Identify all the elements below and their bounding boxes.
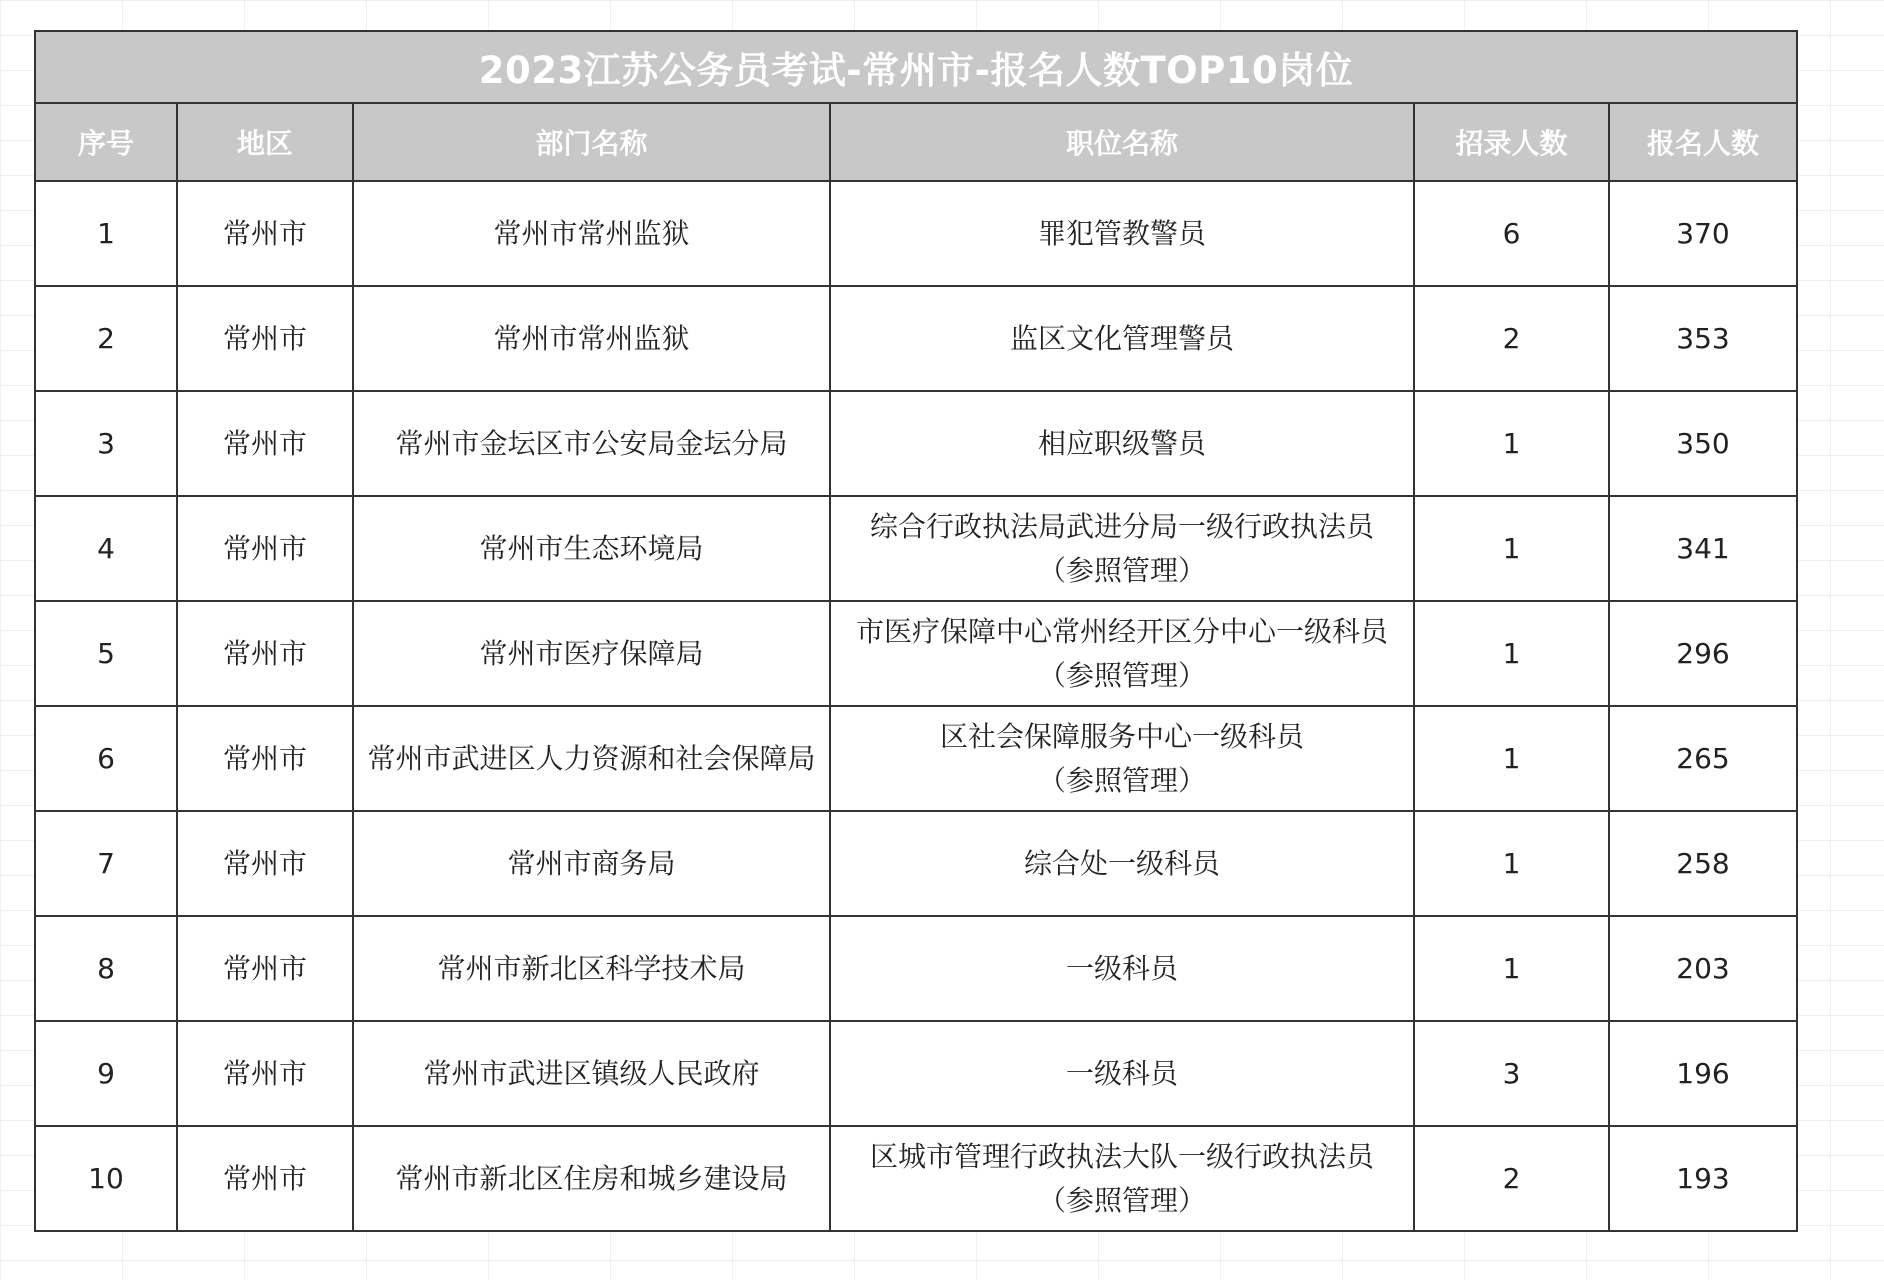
table-row	[36, 496, 1796, 601]
table-title: 2023江苏公务员考试-常州市-报名人数TOP10岗位	[36, 32, 1796, 104]
cell-quota: 1	[1414, 391, 1609, 496]
header-index: 序号	[36, 104, 177, 181]
header-area: 地区	[177, 104, 353, 181]
cell-position: 综合行政执法局武进分局一级行政执法员 （参照管理）	[830, 496, 1414, 601]
cell-area: 常州市	[177, 601, 353, 706]
cell-area: 常州市	[177, 391, 353, 496]
cell-department: 常州市商务局	[353, 811, 830, 916]
cell-department: 常州市常州监狱	[353, 286, 830, 391]
table-row	[36, 181, 1796, 286]
cell-quota: 1	[1414, 811, 1609, 916]
cell-quota: 3	[1414, 1021, 1609, 1126]
cell-department: 常州市新北区科学技术局	[353, 916, 830, 1021]
cell-position: 罪犯管教警员	[830, 181, 1414, 286]
cell-applicants: 203	[1609, 916, 1796, 1021]
cell-index: 10	[36, 1126, 177, 1230]
header-department: 部门名称	[353, 104, 830, 181]
cell-quota: 6	[1414, 181, 1609, 286]
header-row	[36, 104, 1796, 181]
table-row	[36, 706, 1796, 811]
cell-index: 8	[36, 916, 177, 1021]
cell-applicants: 353	[1609, 286, 1796, 391]
cell-area: 常州市	[177, 706, 353, 811]
cell-area: 常州市	[177, 1126, 353, 1230]
cell-applicants: 341	[1609, 496, 1796, 601]
cell-department: 常州市生态环境局	[353, 496, 830, 601]
cell-index: 2	[36, 286, 177, 391]
table-row	[36, 286, 1796, 391]
cell-index: 9	[36, 1021, 177, 1126]
cell-position: 区社会保障服务中心一级科员 （参照管理）	[830, 706, 1414, 811]
cell-position: 综合处一级科员	[830, 811, 1414, 916]
cell-position: 一级科员	[830, 916, 1414, 1021]
cell-department: 常州市新北区住房和城乡建设局	[353, 1126, 830, 1230]
cell-position: 相应职级警员	[830, 391, 1414, 496]
cell-position: 一级科员	[830, 1021, 1414, 1126]
table-row	[36, 1021, 1796, 1126]
cell-department: 常州市常州监狱	[353, 181, 830, 286]
cell-area: 常州市	[177, 811, 353, 916]
cell-area: 常州市	[177, 181, 353, 286]
cell-position: 市医疗保障中心常州经开区分中心一级科员 （参照管理）	[830, 601, 1414, 706]
table-row	[36, 391, 1796, 496]
cell-quota: 1	[1414, 496, 1609, 601]
cell-department: 常州市医疗保障局	[353, 601, 830, 706]
cell-applicants: 350	[1609, 391, 1796, 496]
cell-area: 常州市	[177, 496, 353, 601]
cell-index: 6	[36, 706, 177, 811]
cell-index: 3	[36, 391, 177, 496]
cell-applicants: 193	[1609, 1126, 1796, 1230]
table-row	[36, 601, 1796, 706]
cell-quota: 1	[1414, 916, 1609, 1021]
header-quota: 招录人数	[1414, 104, 1609, 181]
table-row	[36, 916, 1796, 1021]
header-position: 职位名称	[830, 104, 1414, 181]
cell-department: 常州市武进区镇级人民政府	[353, 1021, 830, 1126]
table-row	[36, 811, 1796, 916]
cell-area: 常州市	[177, 286, 353, 391]
cell-applicants: 258	[1609, 811, 1796, 916]
cell-quota: 2	[1414, 286, 1609, 391]
cell-area: 常州市	[177, 916, 353, 1021]
cell-position: 区城市管理行政执法大队一级行政执法员 （参照管理）	[830, 1126, 1414, 1230]
ranking-table	[36, 104, 1796, 1230]
cell-department: 常州市武进区人力资源和社会保障局	[353, 706, 830, 811]
cell-quota: 1	[1414, 601, 1609, 706]
cell-area: 常州市	[177, 1021, 353, 1126]
cell-applicants: 265	[1609, 706, 1796, 811]
cell-applicants: 196	[1609, 1021, 1796, 1126]
table-row	[36, 1126, 1796, 1230]
ranking-table-container	[34, 30, 1798, 1232]
cell-quota: 1	[1414, 706, 1609, 811]
cell-position: 监区文化管理警员	[830, 286, 1414, 391]
header-applicants: 报名人数	[1609, 104, 1796, 181]
cell-index: 4	[36, 496, 177, 601]
cell-index: 7	[36, 811, 177, 916]
cell-department: 常州市金坛区市公安局金坛分局	[353, 391, 830, 496]
cell-index: 5	[36, 601, 177, 706]
cell-quota: 2	[1414, 1126, 1609, 1230]
cell-applicants: 370	[1609, 181, 1796, 286]
cell-index: 1	[36, 181, 177, 286]
cell-applicants: 296	[1609, 601, 1796, 706]
